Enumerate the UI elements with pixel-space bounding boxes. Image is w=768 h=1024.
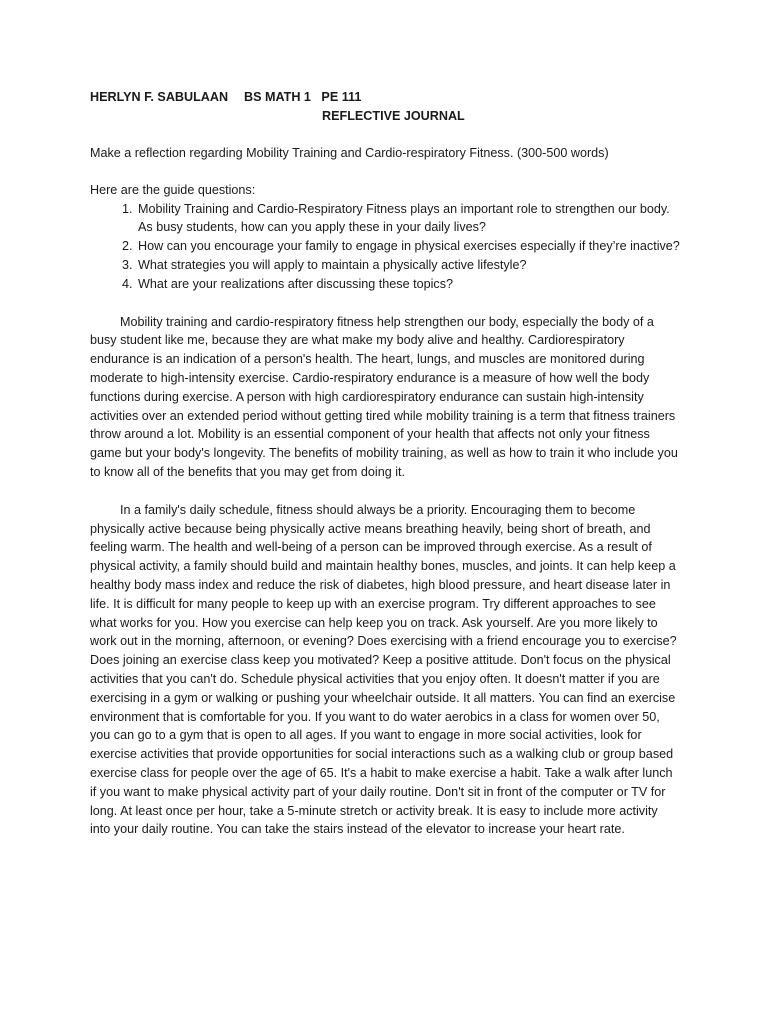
guide-question: 1. Mobility Training and Cardio-Respiratory Fitness plays an important role to strengthen our body. As busy students, how can you apply these in your daily lives? bbox=[136, 200, 680, 238]
course-info: BS MATH 1 PE 111 bbox=[244, 90, 362, 104]
guide-intro: Here are the guide questions: bbox=[90, 182, 256, 197]
guide-question-list bbox=[90, 200, 680, 294]
guide-question: 3. What strategies you will apply to maintain a physically active lifestyle? bbox=[136, 256, 680, 275]
instruction-text: Make a reflection regarding Mobility Training and Cardio-respiratory Fitness. (300-500 words) bbox=[90, 146, 609, 160]
body-paragraph: In a family's daily schedule, fitness should always be a priority. Encouraging them to become physically active because being physically active means breathing heavily, being short of breath, and feeling warm. The health and well-being of a person can be improved through exercise. As a result of physical activity, a family should build and maintain healthy bones, muscles, and joints. It can help keep a healthy body mass index and reduce the risk of diabetes, high blood pressure, and heart disease later in life. It is difficult for many people to keep up with an exercise program. Try different approaches to see what works for you. How you exercise can help keep you on track. Ask yourself. Are you more likely to work out in the morning, afternoon, or evening? Does exercising with a friend encourage you to exercise? Does joining an exercise class keep you motivated? Keep a positive attitude. Don't focus on the physical activities that you can't do. Schedule physical activities that you enjoy often. It doesn't matter if you are exercising in a gym or walking or pushing your wheelchair outside. It all matters. You can find an exercise environment that is comfortable for you. If you want to do water aerobics in a class for women over 50, you can go to a gym that is open to all ages. If you want to engage in more social activities, look for exercise activities that provide opportunities for social interactions such as a walking club or group based exercise class for people over the age of 65. It's a habit to make exercise a habit. Take a walk after lunch if you want to make physical activity part of your daily routine. Don't sit in front of the computer or TV for long. At least once per hour, take a 5-minute stretch or activity break. It is easy to include more activity into your daily routine. You can take the stairs instead of the elevator to increase your heart rate. bbox=[90, 502, 677, 837]
body-paragraph: Mobility training and cardio-respiratory fitness help strengthen our body, especially the body of a busy student like me, because they are what make my body alive and healthy. Cardiorespiratory endurance is an indication of a person's health. The heart, lungs, and muscles are monitored during moderate to high-intensity exercise. Cardio-respiratory endurance is a measure of how well the body functions during exercise. A person with high cardiorespiratory endurance can sustain high-intensity activities over an extended period without getting tired while mobility training is a term that fitness trainers throw around a lot. Mobility is an essential component of your health that affects not only your fitness game but your body's longevity. The benefits of mobility training, as well as how to train it who include you to know all of the benefits that you may get from doing it. bbox=[90, 314, 678, 479]
guide-question: 4. What are your realizations after discussing these topics? bbox=[136, 275, 680, 294]
header-row bbox=[90, 88, 680, 107]
journal-title: REFLECTIVE JOURNAL bbox=[322, 109, 465, 123]
student-name: HERLYN F. SABULAAN bbox=[90, 90, 229, 104]
guide-question: 2. How can you encourage your family to engage in physical exercises especially if they’re inactive? bbox=[136, 237, 680, 256]
document-page bbox=[90, 88, 680, 839]
